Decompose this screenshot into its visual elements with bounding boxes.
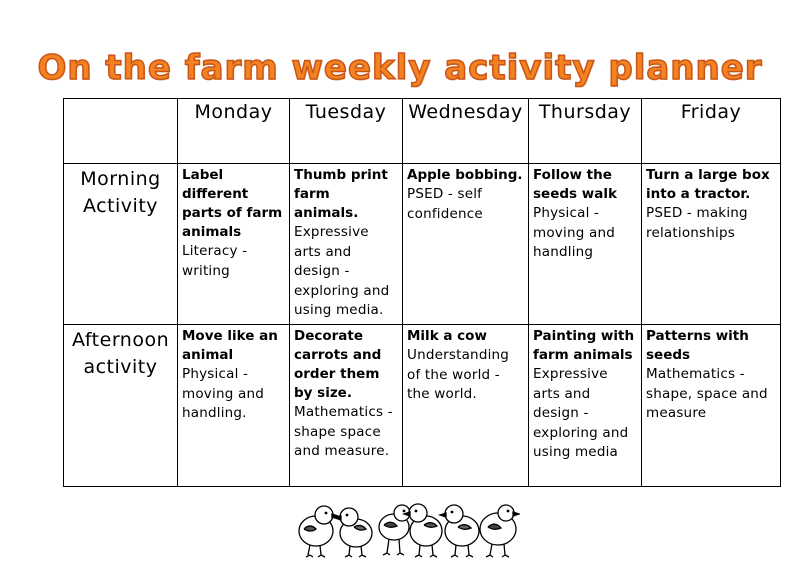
row-label-text: Morning Activity — [80, 168, 161, 217]
activity-title: Move like an animal — [182, 328, 278, 363]
morning-tuesday-cell — [290, 164, 403, 325]
chicks-illustration — [294, 497, 520, 559]
morning-monday-cell — [178, 164, 290, 325]
day-header-friday: Friday — [642, 99, 781, 164]
afternoon-wednesday-cell — [403, 325, 529, 487]
activity-planner-table — [63, 98, 781, 487]
learning-area: Physical - moving and handling. — [182, 366, 264, 421]
activity-title: Decorate carrots and order them by size. — [294, 328, 382, 401]
activity-title: Painting with farm animals — [533, 328, 635, 363]
page-title: On the farm weekly activity planner — [37, 48, 763, 88]
activity-title: Apple bobbing. — [407, 167, 523, 183]
morning-thursday-cell — [529, 164, 642, 325]
corner-cell — [64, 99, 178, 164]
activity-title: Patterns with seeds — [646, 328, 749, 363]
learning-area: Expressive arts and design - exploring and using media — [533, 366, 629, 460]
activity-title: Label different parts of farm animals — [182, 167, 283, 240]
learning-area: Mathematics - shape, space and measure — [646, 366, 768, 421]
afternoon-monday-cell — [178, 325, 290, 487]
afternoon-thursday-cell — [529, 325, 642, 487]
morning-friday-cell — [642, 164, 781, 325]
learning-area: Literacy - writing — [182, 243, 248, 279]
activity-title: Follow the seeds walk — [533, 167, 617, 202]
morning-wednesday-cell — [403, 164, 529, 325]
learning-area: PSED - making relationships — [646, 205, 748, 241]
afternoon-friday-cell — [642, 325, 781, 487]
afternoon-tuesday-cell — [290, 325, 403, 487]
day-header-tuesday: Tuesday — [290, 99, 403, 164]
activity-title: Turn a large box into a tractor. — [646, 167, 770, 202]
day-header-wednesday: Wednesday — [403, 99, 529, 164]
learning-area: PSED - self confidence — [407, 186, 483, 222]
morning-row — [64, 164, 781, 325]
row-label-afternoon — [64, 325, 178, 487]
learning-area: Physical - moving and handling — [533, 205, 615, 260]
activity-title: Milk a cow — [407, 328, 487, 344]
activity-title: Thumb print farm animals. — [294, 167, 388, 221]
row-label-text: Afternoon activity — [72, 329, 170, 378]
header-row — [64, 99, 781, 164]
day-header-monday: Monday — [178, 99, 290, 164]
learning-area: Mathematics - shape space and measure. — [294, 404, 393, 459]
day-header-thursday: Thursday — [529, 99, 642, 164]
row-label-morning — [64, 164, 178, 325]
learning-area: Expressive arts and design - exploring and using media. — [294, 224, 390, 318]
learning-area: Understanding of the world - the world. — [407, 347, 510, 402]
afternoon-row — [64, 325, 781, 487]
